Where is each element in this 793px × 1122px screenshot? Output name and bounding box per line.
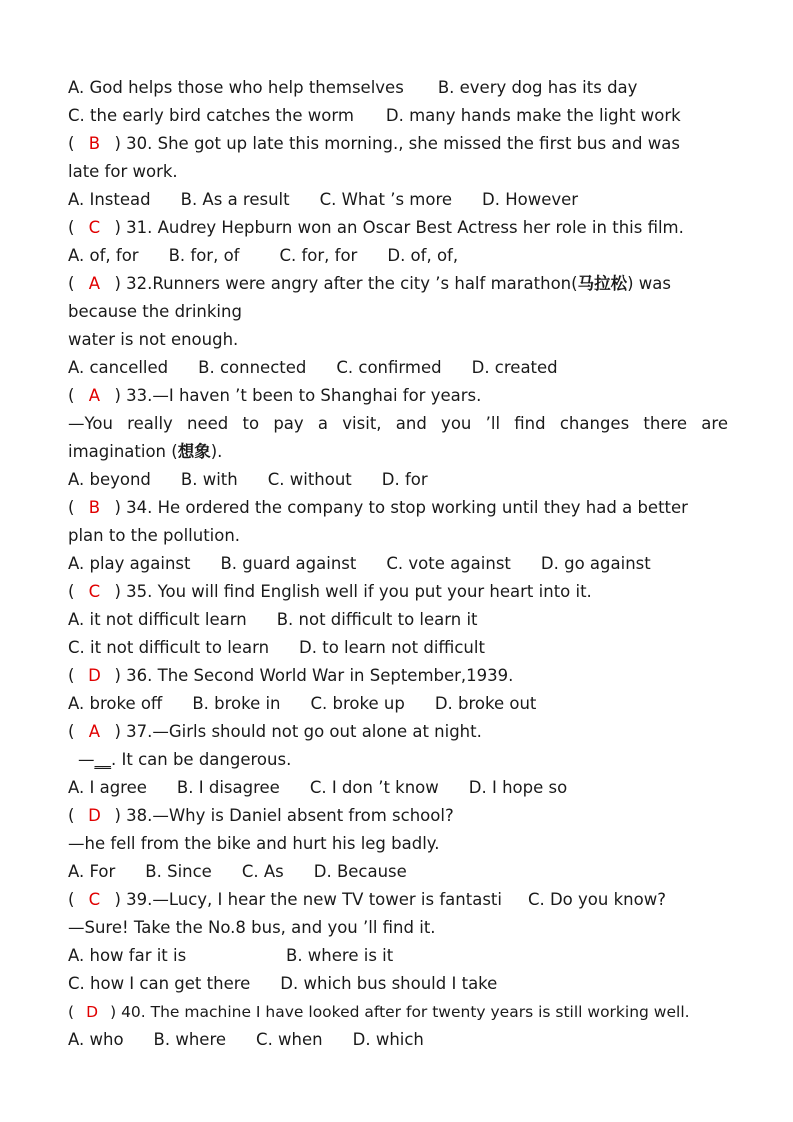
chinese-gloss: 想象 (177, 442, 211, 461)
question-text: 33.—I haven ’t been to Shanghai for years. (126, 386, 482, 405)
option-a: A. Instead (68, 190, 151, 209)
question-text: 40. The machine I have looked after for twenty years is still working well. (121, 1003, 690, 1021)
question-38 (68, 802, 728, 830)
options-line-29a (68, 74, 728, 102)
question-33-cont (68, 438, 728, 466)
option-b: B. I disagree (176, 778, 280, 797)
option-c: C. it not difficult to learn (68, 638, 270, 657)
question-text: 35. You will find English well if you put your heart into it. (126, 582, 592, 601)
answer-40: D (86, 1003, 99, 1021)
options-35b (68, 634, 728, 662)
option-b: B. every dog has its day (437, 78, 638, 97)
option-d: D. of, of, (387, 246, 459, 265)
question-text-end: ) was (627, 274, 671, 293)
option-c: C. the early bird catches the worm (68, 106, 354, 125)
question-36 (68, 662, 728, 690)
paren-open: ( (68, 386, 75, 405)
exam-page (68, 74, 728, 1054)
option-a: A. cancelled (68, 358, 169, 377)
question-text: . It can be dangerous. (111, 750, 292, 769)
question-37-reply (68, 746, 728, 774)
options-37 (68, 774, 728, 802)
paren-close: ) (114, 498, 121, 517)
options-34 (68, 550, 728, 578)
option-c: C. I don ’t know (309, 778, 439, 797)
option-d: D. to learn not difficult (299, 638, 485, 657)
answer-31: C (88, 218, 101, 237)
question-32 (68, 270, 728, 298)
answer-blank: __ (94, 750, 111, 769)
question-33-reply: —You really need to pay a visit, and you ’ll find changes there are (68, 414, 728, 433)
options-31 (68, 242, 728, 270)
answer-39: C (88, 890, 101, 909)
options-30 (68, 186, 728, 214)
paren-close: ) (110, 1003, 117, 1021)
paren-close: ) (114, 806, 121, 825)
question-text: 34. He ordered the company to stop working until they had a better (126, 498, 688, 517)
answer-36: D (88, 666, 101, 685)
options-line-29b (68, 102, 728, 130)
paren-open: ( (68, 806, 75, 825)
paren-close: ) (114, 582, 121, 601)
option-b: B. for, of (168, 246, 240, 265)
option-a: A. how far it is (68, 946, 187, 965)
option-b: B. guard against (220, 554, 357, 573)
answer-32: A (88, 274, 101, 293)
question-32-cont2: water is not enough. (68, 330, 239, 349)
option-c: C. broke up (310, 694, 405, 713)
option-d: D. However (482, 190, 579, 209)
chinese-gloss: 马拉松 (577, 274, 628, 293)
option-d: D. which bus should I take (280, 974, 498, 993)
answer-35: C (88, 582, 101, 601)
answer-30: B (88, 134, 101, 153)
question-text: 37.—Girls should not go out alone at night. (126, 722, 482, 741)
question-34 (68, 494, 728, 522)
question-text: 38.—Why is Daniel absent from school? (126, 806, 454, 825)
option-a: A. For (68, 862, 116, 881)
option-a: A. beyond (68, 470, 151, 489)
question-text: imagination ( (68, 442, 178, 461)
paren-close: ) (114, 386, 121, 405)
option-a: A. broke off (68, 694, 163, 713)
options-40 (68, 1026, 728, 1054)
option-d: D. Because (313, 862, 407, 881)
question-text: 32.Runners were angry after the city ’s half marathon( (126, 274, 578, 293)
paren-close: ) (114, 134, 121, 153)
question-text: 30. She got up late this morning., she missed the first bus and was (126, 134, 680, 153)
option-a: A. of, for (68, 246, 139, 265)
option-a: A. God helps those who help themselves (68, 78, 404, 97)
options-39b (68, 970, 728, 998)
question-32-cont: because the drinking (68, 302, 242, 321)
question-text: 31. Audrey Hepburn won an Oscar Best Actress her role in this film. (126, 218, 684, 237)
answer-33: A (88, 386, 101, 405)
option-b: B. connected (198, 358, 307, 377)
question-39 (68, 886, 728, 914)
option-d: D. many hands make the light work (385, 106, 681, 125)
option-d: D. go against (540, 554, 651, 573)
paren-open: ( (68, 582, 75, 601)
option-d: D. which (352, 1030, 424, 1049)
dash: — (78, 750, 95, 769)
question-30-cont: late for work. (68, 162, 178, 181)
paren-open: ( (68, 890, 75, 909)
paren-open: ( (68, 498, 75, 517)
options-35a (68, 606, 728, 634)
answer-37: A (88, 722, 101, 741)
question-31 (68, 214, 728, 242)
paren-open: ( (68, 134, 75, 153)
question-30 (68, 130, 728, 158)
option-c: C. confirmed (336, 358, 442, 377)
answer-38: D (88, 806, 101, 825)
option-a: A. play against (68, 554, 191, 573)
question-34-cont: plan to the pollution. (68, 526, 241, 545)
option-b: B. not difficult to learn it (276, 610, 478, 629)
option-c: C. when (256, 1030, 323, 1049)
question-35 (68, 578, 728, 606)
question-37 (68, 718, 728, 746)
question-40 (68, 998, 728, 1026)
options-36 (68, 690, 728, 718)
question-39-reply: —Sure! Take the No.8 bus, and you ’ll find it. (68, 918, 436, 937)
question-33 (68, 382, 728, 410)
option-d: D. for (381, 470, 428, 489)
question-text: 39.—Lucy, I hear the new TV tower is fantasti (126, 890, 502, 909)
option-d: D. I hope so (468, 778, 568, 797)
option-b: B. with (180, 470, 238, 489)
paren-close: ) (114, 666, 121, 685)
question-text: 36. The Second World War in September,1939. (126, 666, 514, 685)
question-text-end: ). (210, 442, 223, 461)
option-c: C. without (267, 470, 352, 489)
options-32 (68, 354, 728, 382)
question-38-reply: —he fell from the bike and hurt his leg badly. (68, 834, 440, 853)
option-a: A. I agree (68, 778, 147, 797)
option-b: B. broke in (192, 694, 281, 713)
paren-close: ) (114, 722, 121, 741)
option-b: B. where is it (286, 946, 394, 965)
option-b: B. Since (145, 862, 212, 881)
option-a: A. who (68, 1030, 124, 1049)
option-a: A. it not difficult learn (68, 610, 247, 629)
paren-open: ( (68, 666, 75, 685)
option-c: C. As (241, 862, 284, 881)
question-text-end: C. Do you know? (527, 890, 666, 909)
paren-close: ) (114, 890, 121, 909)
paren-open: ( (68, 722, 75, 741)
options-33 (68, 466, 728, 494)
answer-34: B (88, 498, 101, 517)
option-c: C. What ’s more (319, 190, 453, 209)
option-c: C. vote against (386, 554, 511, 573)
options-39a (68, 942, 728, 970)
paren-close: ) (114, 274, 121, 293)
paren-open: ( (68, 218, 75, 237)
option-d: D. created (471, 358, 558, 377)
option-c: C. for, for (279, 246, 358, 265)
option-d: D. broke out (434, 694, 537, 713)
paren-open: ( (68, 1003, 75, 1021)
option-b: B. As a result (180, 190, 290, 209)
options-38 (68, 858, 728, 886)
paren-open: ( (68, 274, 75, 293)
paren-close: ) (114, 218, 121, 237)
option-c: C. how I can get there (68, 974, 251, 993)
option-b: B. where (153, 1030, 227, 1049)
